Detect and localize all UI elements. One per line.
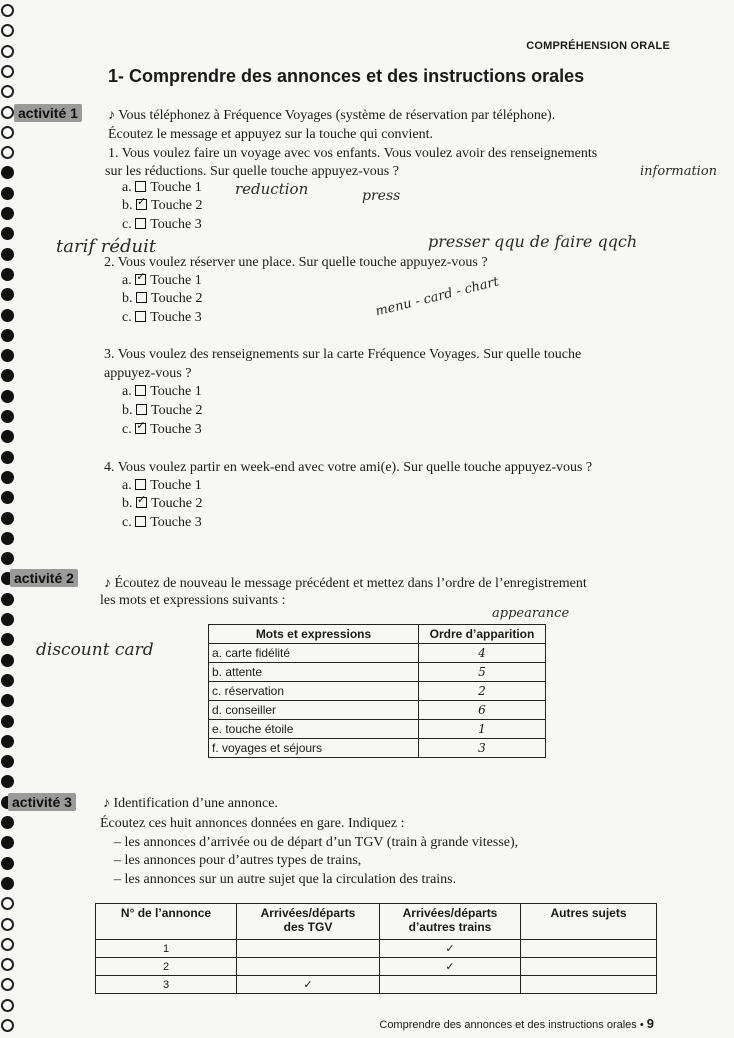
question-2: 2. Vous voulez réserver une place. Sur quelle touche appuyez-vous ?: [104, 255, 488, 270]
q3-option-b[interactable]: b. Touche 2: [122, 403, 203, 418]
q1-checkbox-b[interactable]: [136, 199, 147, 210]
binder-hole: [1, 390, 14, 403]
order-cell[interactable]: 5: [419, 663, 546, 682]
order-cell[interactable]: 2: [419, 682, 546, 701]
number-cell: 2: [96, 958, 237, 976]
q3-option-a[interactable]: a. Touche 1: [122, 384, 202, 399]
activity-3-label: activité 3: [8, 793, 76, 811]
binder-hole: [1, 65, 14, 78]
table-row: [209, 663, 546, 682]
q1-checkbox-c[interactable]: [135, 218, 146, 229]
activity-3-instruction-1: ♪ Identification d’une annonce.: [103, 796, 278, 811]
binder-hole: [1, 451, 14, 464]
bullet-3: – les annonces sur un autre sujet que la circulation des trains.: [114, 872, 457, 887]
table-row: [96, 940, 657, 958]
expression-cell: e. touche étoile: [209, 720, 419, 739]
handwritten-note: appearance: [492, 606, 570, 621]
question-1-line-2: sur les réductions. Sur quelle touche appuyez-vous ?: [105, 164, 399, 179]
expression-cell: f. voyages et séjours: [209, 739, 419, 758]
audio-icon: ♪: [104, 576, 115, 591]
q2-option-a[interactable]: a. ✓ Touche 1: [122, 273, 202, 289]
table-row: [209, 682, 546, 701]
tgv-cell[interactable]: ✓: [237, 976, 380, 994]
handwritten-note: tarif réduit: [56, 236, 157, 257]
binder-hole: [1, 288, 14, 301]
activity-1-instruction-2: Écoutez le message et appuyez sur la touche qui convient.: [108, 127, 433, 142]
table-row: [209, 739, 546, 758]
activity-2-instruction-2: les mots et expressions suivants :: [100, 593, 286, 608]
page-footer: Comprendre des annonces et des instructions orales • 9: [379, 1016, 654, 1031]
page-title: 1- Comprendre des annonces et des instructions orales: [108, 66, 585, 86]
activity-1-instruction-1: ♪ Vous téléphonez à Fréquence Voyages (système de réservation par téléphone).: [108, 108, 556, 123]
binder-hole: [1, 410, 14, 423]
q4-checkbox-c[interactable]: [135, 516, 146, 527]
activity-2-instruction-1: ♪ Écoutez de nouveau le message précédent et mettez dans l’ordre de l’enregistrement: [104, 576, 587, 591]
binder-hole: [1, 268, 14, 281]
binder-hole: [1, 85, 14, 98]
tgv-cell[interactable]: [237, 958, 380, 976]
binder-hole: [1, 999, 14, 1012]
table-row: [96, 976, 657, 994]
binder-hole: [1, 918, 14, 931]
binder-hole: [1, 958, 14, 971]
q2-checkbox-c[interactable]: [135, 311, 146, 322]
q1-option-b[interactable]: b. ✓ Touche 2: [122, 198, 203, 214]
binding-holes: [0, 0, 20, 1038]
handwritten-note: reduction: [235, 180, 309, 198]
other-trains-cell[interactable]: ✓: [380, 958, 521, 976]
binder-hole: [1, 45, 14, 58]
binder-hole: [1, 715, 14, 728]
binder-hole: [1, 207, 14, 220]
handwritten-note: discount card: [36, 640, 154, 660]
page-number: 9: [646, 1016, 654, 1031]
tgv-cell[interactable]: [237, 940, 380, 958]
q4-option-b[interactable]: b. ✓ Touche 2: [122, 496, 203, 512]
column-header: Autres sujets: [521, 904, 657, 940]
q1-checkbox-a[interactable]: [135, 181, 146, 192]
table-row: [96, 958, 657, 976]
q1-option-a[interactable]: a. Touche 1: [122, 180, 202, 195]
order-cell[interactable]: 3: [419, 739, 546, 758]
question-1-line-1: 1. Vous voulez faire un voyage avec vos enfants. Vous voulez avoir des renseignements: [108, 146, 598, 161]
binder-hole: [1, 106, 14, 119]
other-subjects-cell[interactable]: [521, 940, 657, 958]
q4-checkbox-b[interactable]: [136, 497, 147, 508]
q4-option-a[interactable]: a. Touche 1: [122, 478, 202, 493]
binder-hole: [1, 674, 14, 687]
binder-hole: [1, 146, 14, 159]
q3-checkbox-b[interactable]: [136, 404, 147, 415]
order-cell[interactable]: 4: [419, 644, 546, 663]
order-cell[interactable]: 6: [419, 701, 546, 720]
binder-hole: [1, 349, 14, 362]
table-row: [209, 720, 546, 739]
binder-hole: [1, 187, 14, 200]
q2-checkbox-a[interactable]: [135, 274, 146, 285]
announcements-table: [95, 903, 657, 994]
binder-hole: [1, 24, 14, 37]
column-header: Mots et expressions: [209, 625, 419, 644]
q2-checkbox-b[interactable]: [136, 292, 147, 303]
expression-cell: b. attente: [209, 663, 419, 682]
order-table: [208, 624, 546, 758]
binder-hole: [1, 735, 14, 748]
column-header: Arrivées/départs d’autres trains: [380, 904, 521, 940]
table-header-row: [209, 625, 546, 644]
expression-cell: c. réservation: [209, 682, 419, 701]
binder-hole: [1, 532, 14, 545]
table-row: [209, 701, 546, 720]
binder-hole: [1, 897, 14, 910]
bullet-2: – les annonces pour d’autres types de trains,: [114, 853, 362, 868]
binder-hole: [1, 938, 14, 951]
q2-option-b[interactable]: b. Touche 2: [122, 291, 203, 306]
column-header: N° de l’annonce: [96, 904, 237, 940]
question-4: 4. Vous voulez partir en week-end avec votre ami(e). Sur quelle touche appuyez-vous ?: [104, 460, 593, 475]
binder-hole: [1, 552, 14, 565]
binder-hole: [1, 775, 14, 788]
activity-3-instruction-2: Écoutez ces huit annonces données en gare. Indiquez :: [100, 816, 405, 831]
binder-hole: [1, 613, 14, 626]
number-cell: 1: [96, 940, 237, 958]
table-header-row: [96, 904, 657, 940]
binder-hole: [1, 126, 14, 139]
handwritten-note: information: [640, 164, 718, 179]
binder-hole: [1, 430, 14, 443]
order-cell[interactable]: 1: [419, 720, 546, 739]
other-trains-cell[interactable]: [380, 976, 521, 994]
q1-option-c[interactable]: c. Touche 3: [122, 217, 202, 232]
binder-hole: [1, 877, 14, 890]
q2-option-c[interactable]: c. Touche 3: [122, 310, 202, 325]
activity-2-label: activité 2: [10, 569, 78, 587]
binder-hole: [1, 816, 14, 829]
other-subjects-cell[interactable]: [521, 958, 657, 976]
number-cell: 3: [96, 976, 237, 994]
other-trains-cell[interactable]: ✓: [380, 940, 521, 958]
q3-checkbox-c[interactable]: [135, 423, 146, 434]
binder-hole: [1, 309, 14, 322]
activity-1-label: activité 1: [14, 104, 82, 122]
binder-hole: [1, 4, 14, 17]
column-header: Arrivées/départs des TGV: [237, 904, 380, 940]
bullet-1: – les annonces d’arrivée ou de départ d’un TGV (train à grande vitesse),: [114, 835, 519, 850]
binder-hole: [1, 694, 14, 707]
binder-hole: [1, 471, 14, 484]
audio-icon: ♪: [108, 108, 119, 123]
audio-icon: ♪: [103, 796, 114, 811]
column-header: Ordre d’apparition: [419, 625, 546, 644]
question-3-line-1: 3. Vous voulez des renseignements sur la carte Fréquence Voyages. Sur quelle touche: [104, 347, 582, 362]
q3-option-c[interactable]: c. ✓ Touche 3: [122, 422, 202, 438]
binder-hole: [1, 166, 14, 179]
binder-hole: [1, 836, 14, 849]
q4-checkbox-a[interactable]: [135, 479, 146, 490]
binder-hole: [1, 227, 14, 240]
binder-hole: [1, 633, 14, 646]
binder-hole: [1, 755, 14, 768]
binder-hole: [1, 654, 14, 667]
q3-checkbox-a[interactable]: [135, 385, 146, 396]
binder-hole: [1, 329, 14, 342]
binder-hole: [1, 369, 14, 382]
handwritten-note: presser qqu de faire qqch: [428, 232, 638, 251]
expression-cell: a. carte fidélité: [209, 644, 419, 663]
binder-hole: [1, 248, 14, 261]
expression-cell: d. conseiller: [209, 701, 419, 720]
binder-hole: [1, 491, 14, 504]
binder-hole: [1, 593, 14, 606]
binder-hole: [1, 978, 14, 991]
handwritten-note: press: [362, 188, 401, 204]
other-subjects-cell[interactable]: [521, 976, 657, 994]
handwritten-note: menu - card - chart: [374, 274, 501, 320]
q4-option-c[interactable]: c. Touche 3: [122, 515, 202, 530]
binder-hole: [1, 1019, 14, 1032]
binder-hole: [1, 512, 14, 525]
question-3-line-2: appuyez-vous ?: [104, 366, 192, 381]
table-row: [209, 644, 546, 663]
section-header: COMPRÉHENSION ORALE: [526, 40, 670, 52]
binder-hole: [1, 857, 14, 870]
